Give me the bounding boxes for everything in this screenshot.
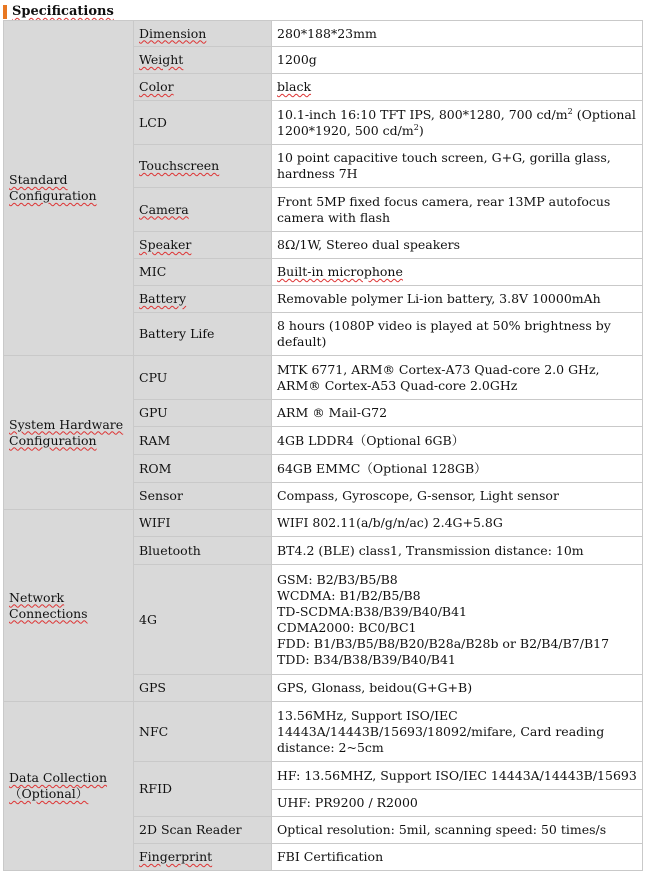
row-value: 1200g: [272, 47, 643, 74]
row-label: Sensor: [134, 483, 272, 510]
row-label: Fingerprint: [134, 844, 272, 871]
table-row: [4, 21, 643, 47]
row-label: Weight: [134, 47, 272, 74]
row-label: Speaker: [134, 232, 272, 259]
row-label: Bluetooth: [134, 537, 272, 565]
row-label: GPS: [134, 675, 272, 702]
row-label: RFID: [134, 762, 272, 817]
category-cell: [4, 356, 134, 510]
band-line: WCDMA: B1/B2/B5/B8: [277, 587, 421, 603]
row-value: 280*188*23mm: [272, 21, 643, 47]
row-value: ARM ® Mail-G72: [272, 400, 643, 427]
band-line: TDD: B34/B38/B39/B40/B41: [277, 651, 456, 667]
row-label: Battery: [134, 286, 272, 313]
table-row: [4, 702, 643, 762]
row-value: 13.56MHz, Support ISO/IEC 14443A/14443B/15693/18092/mifare, Card reading distance: 2~5cm: [272, 702, 643, 762]
band-line: GSM: B2/B3/B5/B8: [277, 571, 398, 587]
row-value: 4GB LDDR4（Optional 6GB）: [272, 427, 643, 455]
row-value: 8 hours (1080P video is played at 50% brightness by default): [272, 313, 643, 356]
row-label: Touchscreen: [134, 145, 272, 188]
row-label: RAM: [134, 427, 272, 455]
row-value: Removable polymer Li-ion battery, 3.8V 10000mAh: [272, 286, 643, 313]
row-label: LCD: [134, 101, 272, 145]
row-value: black: [272, 74, 643, 101]
row-value: Built-in microphone: [272, 259, 643, 286]
table-row: [4, 510, 643, 537]
row-value: MTK 6771, ARM® Cortex-A73 Quad-core 2.0 GHz, ARM® Cortex-A53 Quad-core 2.0GHz: [272, 356, 643, 400]
band-line: CDMA2000: BC0/BC1: [277, 619, 417, 635]
row-value: Optical resolution: 5mil, scanning speed: 50 times/s: [272, 817, 643, 844]
category-label: System Hardware Configuration: [9, 416, 124, 448]
row-value: 10.1-inch 16:10 TFT IPS, 800*1280, 700 $cd/m^2$ (Optional 1200*1920, 500 $cd/m^2$): [272, 101, 643, 145]
category-label: Data Collection（Optional）: [9, 770, 108, 801]
row-label: Color: [134, 74, 272, 101]
row-label: 2D Scan Reader: [134, 817, 272, 844]
section-header: [3, 3, 643, 20]
row-label: CPU: [134, 356, 272, 400]
row-value: 64GB EMMC（Optional 128GB）: [272, 455, 643, 483]
row-value: FBI Certification: [272, 844, 643, 871]
accent-bar: [3, 5, 7, 19]
row-label: ROM: [134, 455, 272, 483]
row-value: Front 5MP fixed focus camera, rear 13MP autofocus camera with flash: [272, 188, 643, 232]
row-label: Camera: [134, 188, 272, 232]
row-value: [272, 565, 643, 675]
row-value: BT4.2 (BLE) class1, Transmission distance: 10m: [272, 537, 643, 565]
category-label: Standard Configuration: [9, 172, 97, 203]
row-label: Dimension: [134, 21, 272, 47]
row-value: WIFI 802.11(a/b/g/n/ac) 2.4G+5.8G: [272, 510, 643, 537]
row-value: UHF: PR9200 / R2000: [272, 790, 643, 817]
row-label: 4G: [134, 565, 272, 675]
category-cell: [4, 702, 134, 871]
row-label: GPU: [134, 400, 272, 427]
row-label: Battery Life: [134, 313, 272, 356]
row-label: WIFI: [134, 510, 272, 537]
page-title: Specifications: [12, 4, 114, 19]
band-line: FDD: B1/B3/B5/B8/B20/B28a/B28b or B2/B4/B7/B17: [277, 635, 610, 651]
row-value: 8Ω/1W, Stereo dual speakers: [272, 232, 643, 259]
category-label: Network Connections: [9, 589, 88, 621]
category-cell: [4, 510, 134, 702]
row-value: GPS, Glonass, beidou(G+G+B): [272, 675, 643, 702]
row-value: 10 point capacitive touch screen, G+G, gorilla glass, hardness 7H: [272, 145, 643, 188]
row-value: Compass, Gyroscope, G-sensor, Light sensor: [272, 483, 643, 510]
band-line: TD-SCDMA:B38/B39/B40/B41: [277, 603, 468, 619]
row-value: HF: 13.56MHZ, Support ISO/IEC 14443A/14443B/15693: [272, 762, 643, 790]
table-row: [4, 356, 643, 400]
row-label: NFC: [134, 702, 272, 762]
row-label: MIC: [134, 259, 272, 286]
category-cell: [4, 21, 134, 356]
spec-table: [3, 20, 643, 871]
